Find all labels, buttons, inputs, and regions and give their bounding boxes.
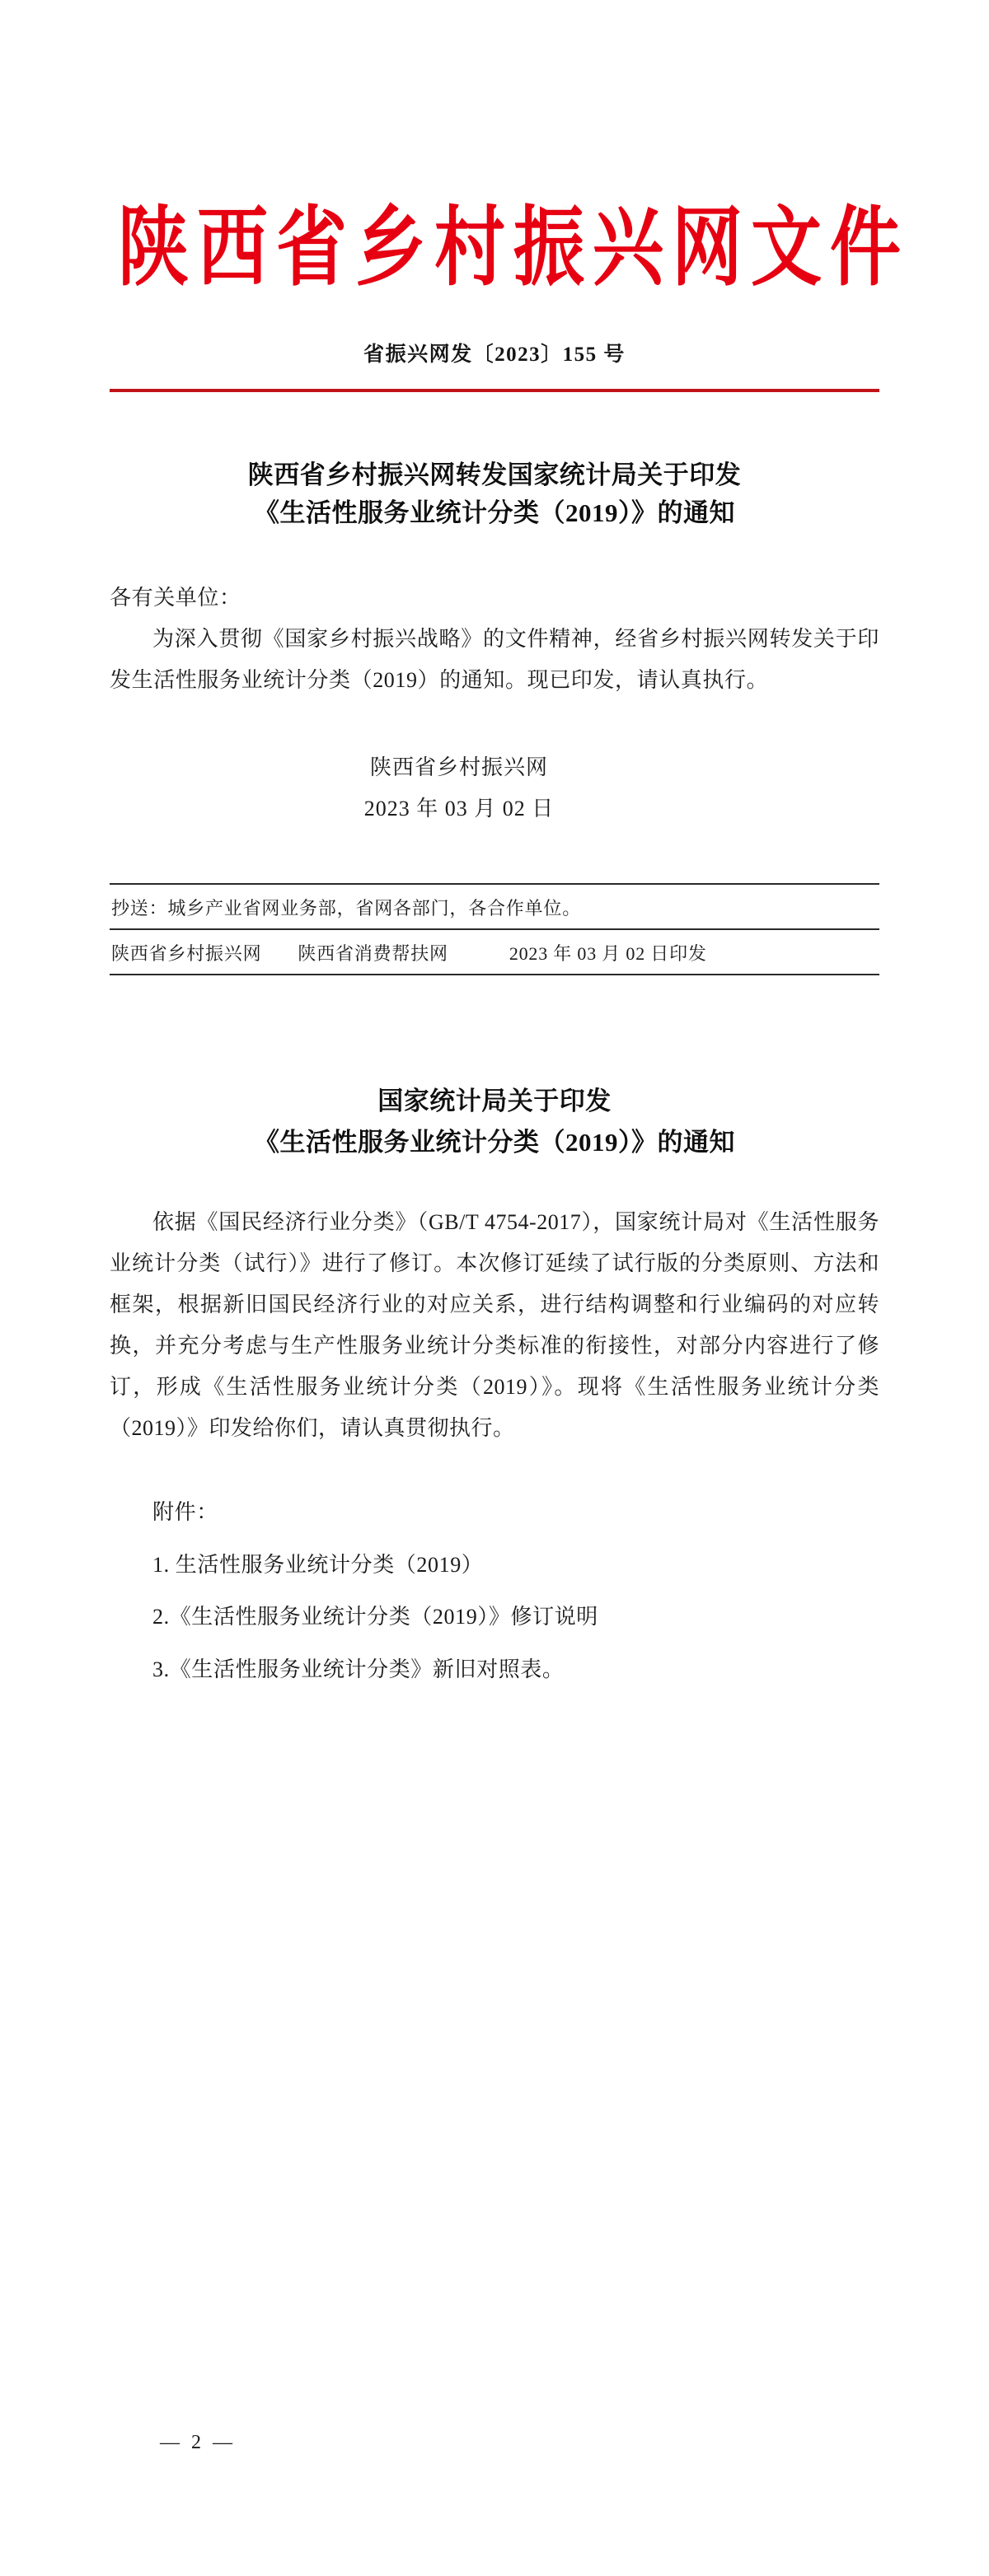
document-content-column [110, 0, 909, 1690]
attached-document-paragraph: 依据《国民经济行业分类》（GB/T 4754-2017），国家统计局对《生活性服务业统计分类（试行）》进行了修订。本次修订延续了试行版的分类原则、方法和框架，根据新旧国民经济行业的对应关系，进行结构调整和行业编码的对应转换，并充分考虑与生产性服务业统计分类标准的衔接性，对部分内容进行了修订，形成《生活性服务业统计分类（2019）》。现将《生活性服务业统计分类（2019）》印发给你们，请认真贯彻执行。 [110, 1210, 879, 1440]
attached-title-line-1: 国家统计局关于印发 [377, 1086, 612, 1115]
footer-rule-bottom [110, 974, 879, 975]
printer-org-primary: 陕西省乡村振兴网 [111, 942, 262, 964]
notice-salutation: 各有关单位： [110, 585, 241, 610]
attachment-item: 3.《生活性服务业统计分类》新旧对照表。 [152, 1657, 565, 1682]
signature-date: 2023 年 03 月 02 日 [363, 797, 555, 821]
notice-title-line-1: 陕西省乡村振兴网转发国家统计局关于印发 [247, 460, 742, 489]
document-serial-number: 省振兴网发〔2023〕155 号 [363, 343, 626, 366]
attached-document-title [110, 1081, 879, 1162]
red-separator-rule [110, 389, 879, 392]
distribution-line: 抄送：城乡产业省网业务部，省网各部门，各合作单位。 [111, 897, 582, 919]
notice-title [110, 456, 879, 533]
attachments-section [110, 1492, 879, 1691]
notice-paragraph: 为深入贯彻《国家乡村振兴战略》的文件精神，经省乡村振兴网转发关于印发生活性服务业统计分类（2019）的通知。现已印发，请认真执行。 [110, 626, 879, 692]
signer-name: 陕西省乡村振兴网 [369, 755, 548, 779]
notice-signature [110, 747, 879, 830]
printer-date: 2023 年 03 月 02 日印发 [509, 942, 707, 964]
attachments-label: 附件： [152, 1499, 218, 1524]
attachment-item: 2.《生活性服务业统计分类（2019）》修订说明 [152, 1605, 598, 1629]
page-number: — 2 — [160, 2432, 236, 2453]
attachment-item: 1. 生活性服务业统计分类（2019） [152, 1552, 484, 1577]
masthead [110, 199, 909, 297]
printer-org-secondary: 陕西省消费帮扶网 [298, 942, 448, 964]
notice-body [110, 577, 879, 701]
attached-document-body [110, 1202, 879, 1448]
printer-line [110, 930, 879, 974]
attached-title-line-2: 《生活性服务业统计分类（2019）》的通知 [254, 1127, 735, 1157]
footer-distribution-block [110, 883, 879, 975]
notice-title-line-2: 《生活性服务业统计分类（2019）》的通知 [254, 498, 735, 528]
masthead-title: 陕西省乡村振兴网文件 [118, 199, 909, 297]
